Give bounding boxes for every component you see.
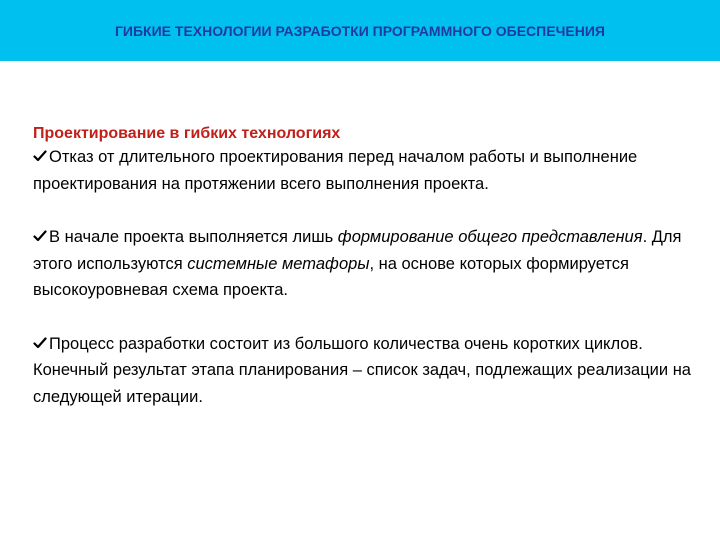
bullet-item-3 (33, 331, 693, 411)
bullet-item-2 (33, 224, 693, 304)
checkmark-icon (33, 336, 47, 350)
bullet-2-emphasis-a: формирование общего представления (337, 228, 643, 246)
bullet-item-1 (33, 144, 693, 197)
bullet-1-text: Отказ от длительного проектирования перед началом работы и выполнение проектирования на протяжении всего выполнения проекта. (33, 148, 638, 193)
bullet-2-text-b: . Для этого используются (33, 228, 682, 273)
bullet-2-text-a: В начале проекта выполняется лишь (49, 228, 338, 246)
checkmark-icon (33, 149, 47, 163)
checkmark-icon (33, 229, 47, 243)
bullet-3-text: Процесс разработки состоит из большого количества очень коротких циклов. Конечный результат этапа планирования – список задач, подлежащих реализации на следующей итерации. (33, 334, 691, 406)
section-heading: Проектирование в гибких технологиях (33, 125, 341, 142)
bullet-2-text-c: , на основе которых формируется высокоуровневая схема проекта. (33, 254, 629, 299)
bullet-2-emphasis-b: системные метафоры (187, 254, 370, 273)
slide-title: ГИБКИЕ ТЕХНОЛОГИИ РАЗРАБОТКИ ПРОГРАММНОГО ОБЕСПЕЧЕНИЯ (115, 22, 605, 39)
header-banner (0, 0, 720, 61)
slide-content (33, 123, 693, 410)
